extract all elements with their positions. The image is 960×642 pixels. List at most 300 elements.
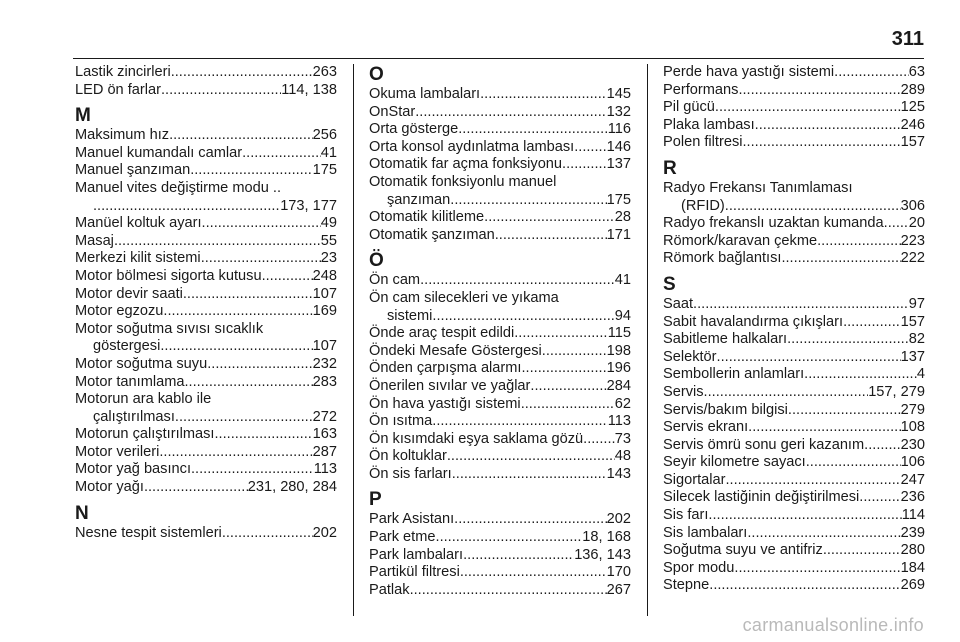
- column-separator: [353, 64, 354, 616]
- index-entry-text: Motor yağ basıncı: [75, 461, 191, 478]
- dot-leader: [484, 209, 615, 227]
- index-entry-text: Servis ekranı: [663, 419, 749, 436]
- dot-leader: [185, 374, 313, 392]
- index-entry-text: Sis lambaları: [663, 524, 748, 541]
- index-entry-text: Manuel şanzıman: [75, 162, 191, 179]
- index-letter-heading: R: [663, 157, 677, 179]
- dot-leader: [460, 564, 607, 582]
- index-entry-page: 137: [606, 156, 631, 173]
- index-entry-text: Manüel koltuk ayarı: [75, 215, 202, 232]
- index-entry: [663, 331, 925, 349]
- index-entry-page: 169: [312, 303, 337, 320]
- index-entry-page: 284: [606, 377, 631, 394]
- index-entry-text: Stepne: [663, 577, 710, 594]
- index-entry-text: (RFID): [681, 197, 725, 214]
- index-entry-text: Park Asistanı: [369, 511, 455, 528]
- index-entry-text: Pil gücü: [663, 99, 715, 116]
- index-entry-text: Motor soğutma sıvısı sıcaklık: [75, 320, 264, 337]
- index-entry: [75, 426, 337, 444]
- index-entry-page: 198: [606, 342, 631, 359]
- dot-leader: [432, 413, 607, 431]
- index-entry: [75, 233, 337, 251]
- index-entry-text: Sembollerin anlamları: [663, 366, 805, 383]
- index-entry-page: 49: [320, 215, 337, 232]
- index-entry: [75, 525, 337, 543]
- index-entry: [369, 209, 631, 227]
- index-entry-text: Orta konsol aydınlatma lambası: [369, 138, 575, 155]
- index-entry: [369, 343, 631, 361]
- index-entry-page: 279: [900, 401, 925, 418]
- dot-leader: [454, 511, 606, 529]
- index-entry-page: 55: [320, 232, 337, 249]
- dot-leader: [704, 384, 869, 402]
- index-entry-page: 283: [312, 373, 337, 390]
- index-entry-text: Römork bağlantısı: [663, 250, 782, 267]
- index-entry-page: 23: [320, 250, 337, 267]
- index-entry-page: 125: [900, 99, 925, 116]
- dot-leader: [160, 338, 312, 356]
- index-entry-text: Römork/karavan çekme: [663, 232, 818, 249]
- index-entry: [369, 156, 631, 174]
- index-entry-page: 146: [606, 138, 631, 155]
- index-entry-text: Okuma lambaları: [369, 86, 481, 102]
- index-entry-page: 113: [607, 413, 631, 430]
- index-entry-text: Motor tanımlama: [75, 373, 185, 390]
- column-separator: [647, 64, 648, 616]
- dot-leader: [781, 250, 900, 268]
- index-entry-page: 48: [614, 448, 631, 465]
- index-entry-page: 236: [900, 489, 925, 506]
- index-entry-text: Patlak: [369, 581, 410, 598]
- dot-leader: [787, 331, 909, 349]
- index-column-3: [663, 64, 925, 616]
- index-entry: [663, 472, 925, 490]
- index-entry-text: Selektör: [663, 348, 717, 365]
- index-entry: [369, 448, 631, 466]
- dot-leader: [843, 314, 901, 332]
- index-entry-text: Servis: [663, 383, 704, 400]
- index-entry-page: 157: [900, 313, 925, 330]
- watermark: carmanualsonline.info: [742, 615, 924, 635]
- dot-leader: [415, 104, 606, 122]
- page-number: 311: [891, 28, 924, 50]
- index-entry: [75, 215, 337, 233]
- dot-leader: [743, 134, 901, 152]
- index-entry: [75, 82, 337, 100]
- dot-leader: [530, 378, 606, 396]
- index-entry-page: 287: [312, 443, 337, 460]
- index-entry-page: 108: [900, 419, 925, 436]
- index-entry: [663, 64, 925, 82]
- index-entry: [75, 356, 337, 374]
- index-entry: [75, 303, 337, 321]
- index-column-1: [75, 64, 337, 616]
- dot-leader: [432, 308, 614, 326]
- index-entry-page: 223: [900, 232, 925, 249]
- index-entry-text: Ön kısımdaki eşya saklama gözü: [369, 430, 584, 447]
- dot-leader: [542, 343, 607, 361]
- index-entry-text: Masaj: [75, 232, 114, 249]
- dot-leader: [864, 437, 900, 455]
- index-entry: [663, 525, 925, 543]
- index-entry-page: 230: [900, 436, 925, 453]
- dot-leader: [201, 250, 321, 268]
- index-entry: [369, 272, 631, 290]
- dot-leader: [495, 227, 607, 245]
- index-entry-text: Motor soğutma suyu: [75, 355, 208, 372]
- index-entry: [369, 396, 631, 414]
- dot-leader: [747, 525, 900, 543]
- dot-leader: [823, 542, 901, 560]
- index-entry-text: çalıştırılması: [93, 408, 175, 425]
- index-entry-page: 114, 138: [281, 81, 337, 98]
- index-entry-page: 306: [900, 197, 925, 214]
- dot-leader: [242, 145, 321, 163]
- index-entry-page: 157: [900, 134, 925, 151]
- dot-leader: [574, 139, 606, 157]
- index-entry: [369, 431, 631, 449]
- index-letter-heading: S: [663, 273, 676, 295]
- index-entry: [369, 547, 631, 565]
- dot-leader: [514, 325, 608, 343]
- index-entry-text: Ön sis farları: [369, 465, 452, 482]
- index-entry-page: 184: [900, 559, 925, 576]
- index-entry-page: 28: [614, 209, 631, 226]
- index-entry: [663, 507, 925, 525]
- index-entry: [663, 99, 925, 117]
- index-entry: [663, 489, 925, 507]
- dot-leader: [748, 419, 900, 437]
- index-entry-page: 175: [606, 191, 631, 208]
- index-entry-text: Motor devir saati: [75, 285, 183, 302]
- index-entry-text: Orta gösterge: [369, 121, 459, 138]
- index-entry-text: Ön cam: [369, 272, 421, 289]
- dot-leader: [436, 529, 583, 547]
- index-entry: [75, 409, 337, 427]
- index-entry: [75, 374, 337, 392]
- index-entry-page: 115: [607, 325, 631, 342]
- index-entry-page: 247: [900, 471, 925, 488]
- index-entry: [369, 325, 631, 343]
- dot-leader: [725, 198, 901, 216]
- dot-leader: [458, 121, 608, 139]
- index-entry-text: Servis ömrü sonu geri kazanım: [663, 436, 865, 453]
- index-entry-page: 20: [908, 215, 925, 232]
- index-entry: [663, 134, 925, 152]
- index-entry: [75, 64, 337, 82]
- index-entry-page: 18, 168: [582, 529, 631, 546]
- dot-leader: [709, 577, 900, 595]
- index-entry-text: Ön koltuklar: [369, 448, 447, 465]
- index-entry: [663, 577, 925, 595]
- index-entry-page: 175: [312, 162, 337, 179]
- dot-leader: [169, 127, 313, 145]
- dot-leader: [480, 86, 607, 104]
- index-entry: [369, 104, 631, 122]
- index-entry-text: Saat: [663, 295, 694, 312]
- index-entry: [663, 117, 925, 135]
- dot-leader: [447, 448, 615, 466]
- index-entry-text: Sabitleme halkaları: [663, 331, 788, 348]
- index-entry-text: Servis/bakım bilgisi: [663, 401, 788, 418]
- index-entry: [75, 198, 337, 216]
- index-entry: [75, 268, 337, 286]
- index-entry: [75, 338, 337, 356]
- index-entry-text: Merkezi kilit sistemi: [75, 250, 201, 267]
- index-entry-text: Motor egzozu: [75, 303, 164, 320]
- index-entry: [663, 349, 925, 367]
- index-entry-page: 272: [312, 408, 337, 425]
- index-entry-text: sistemi: [387, 307, 433, 324]
- dot-leader: [450, 192, 606, 210]
- index-entry: [75, 286, 337, 304]
- index-entry-page: 41: [320, 144, 337, 161]
- dot-leader: [708, 507, 901, 525]
- dot-leader: [175, 409, 313, 427]
- index-entry-page: 107: [312, 285, 337, 302]
- index-entry-text: şanzıman: [387, 191, 451, 208]
- index-entry: [369, 360, 631, 378]
- dot-leader: [222, 525, 313, 543]
- index-entry-page: 116: [607, 121, 631, 138]
- index-entry: [369, 529, 631, 547]
- dot-leader: [715, 99, 901, 117]
- index-entry-text: Perde hava yastığı sistemi: [663, 64, 835, 80]
- index-entry-text: Seyir kilometre sayacı: [663, 454, 806, 471]
- dot-leader: [804, 366, 917, 384]
- index-entry-page: 132: [606, 103, 631, 120]
- index-entry: [663, 454, 925, 472]
- index-entry-text: Partikül filtresi: [369, 564, 460, 581]
- index-entry-text: Sabit havalandırma çıkışları: [663, 313, 844, 330]
- dot-leader: [693, 296, 909, 314]
- index-entry-page: 202: [606, 511, 631, 528]
- index-entry-text: göstergesi: [93, 338, 161, 355]
- index-entry: [75, 250, 337, 268]
- index-entry: [369, 378, 631, 396]
- index-entry-page: 97: [908, 295, 925, 312]
- index-entry-page: 145: [606, 86, 631, 102]
- dot-leader: [161, 82, 281, 100]
- index-entry-page: 73: [614, 430, 631, 447]
- index-entry-page: 263: [312, 64, 337, 80]
- index-entry-page: 239: [900, 524, 925, 541]
- index-entry-text: Motorun ara kablo ile: [75, 391, 212, 408]
- index-entry-page: 41: [614, 272, 631, 289]
- index-entry: [75, 145, 337, 163]
- index-entry: [369, 121, 631, 139]
- dot-leader: [114, 233, 321, 251]
- index-entry: [369, 192, 631, 210]
- index-entry-text: Ön cam silecekleri ve yıkama: [369, 289, 559, 306]
- dot-leader: [788, 402, 901, 420]
- index-entry-text: Sis farı: [663, 507, 709, 524]
- index-entry: [663, 314, 925, 332]
- index-entry-page: 171: [606, 226, 631, 243]
- index-entry-page: 246: [900, 116, 925, 133]
- dot-leader: [806, 454, 901, 472]
- index-entry: [369, 413, 631, 431]
- index-entry-page: 280: [900, 542, 925, 559]
- dot-leader: [725, 472, 900, 490]
- index-entry-text: Maksimum hız: [75, 127, 170, 144]
- index-entry-text: Lastik zincirleri: [75, 64, 171, 80]
- index-entry-text: Otomatik şanzıman: [369, 226, 495, 243]
- dot-leader: [171, 64, 313, 82]
- index-entry-page: 231, 280, 284: [247, 479, 337, 496]
- index-entry: [369, 564, 631, 582]
- index-entry: [663, 419, 925, 437]
- index-entry-text: Park etme: [369, 529, 436, 546]
- index-entry-page: 222: [900, 250, 925, 267]
- index-column-2: [369, 64, 631, 616]
- index-entry: [75, 127, 337, 145]
- dot-leader: [817, 233, 901, 251]
- dot-leader: [215, 426, 313, 444]
- index-entry-text: Radyo frekanslı uzaktan kumanda: [663, 215, 884, 232]
- index-entry: [369, 86, 631, 104]
- index-entry: [369, 582, 631, 600]
- index-entry-page: 63: [908, 64, 925, 80]
- index-entry: [75, 162, 337, 180]
- dot-leader: [93, 198, 280, 216]
- dot-leader: [144, 479, 248, 497]
- dot-leader: [190, 162, 312, 180]
- dot-leader: [562, 156, 607, 174]
- index-entry-text: Manuel vites değiştirme modu ..: [75, 179, 282, 196]
- index-entry-text: Plaka lambası: [663, 116, 755, 133]
- dot-leader: [583, 431, 615, 449]
- dot-leader: [207, 356, 312, 374]
- index-entry: [663, 215, 925, 233]
- index-entry-text: Önerilen sıvılar ve yağlar: [369, 377, 531, 394]
- index-letter-heading: N: [75, 502, 89, 524]
- index-entry-text: Öndeki Mesafe Göstergesi: [369, 342, 542, 359]
- dot-leader: [884, 215, 909, 233]
- index-entry-page: 267: [606, 581, 631, 598]
- dot-leader: [262, 268, 313, 286]
- index-entry: [663, 560, 925, 578]
- index-entry-text: Önde araç tespit edildi: [369, 325, 515, 342]
- index-entry-page: 82: [908, 331, 925, 348]
- index-entry-text: Park lambaları: [369, 546, 464, 563]
- index-entry-text: Önden çarpışma alarmı: [369, 360, 522, 377]
- index-entry-page: 289: [900, 81, 925, 98]
- index-entry: [75, 461, 337, 479]
- index-entry-page: 4: [916, 366, 925, 383]
- index-letter-heading: Ö: [369, 250, 384, 272]
- index-entry-text: Silecek lastiğinin değiştirilmesi: [663, 489, 860, 506]
- index-entry: [663, 198, 925, 216]
- index-letter-heading: M: [75, 105, 91, 127]
- index-entry: [663, 296, 925, 314]
- dot-leader: [738, 82, 900, 100]
- index-entry-page: 137: [900, 348, 925, 365]
- index-entry-page: 94: [614, 307, 631, 324]
- index-entry-page: 62: [614, 395, 631, 412]
- index-entry-text: Sigortalar: [663, 471, 726, 488]
- index-entry-text: Nesne tespit sistemleri: [75, 524, 222, 541]
- index-entry-page: 106: [900, 454, 925, 471]
- index-entry: [369, 511, 631, 529]
- index-entry-text: Manuel kumandalı camlar: [75, 144, 243, 161]
- index-entry-text: Ön hava yastığı sistemi: [369, 395, 521, 412]
- index-entry: [663, 402, 925, 420]
- index-entry: [663, 82, 925, 100]
- index-entry-text: Radyo Frekansı Tanımlaması: [663, 179, 853, 196]
- dot-leader: [834, 64, 909, 82]
- index-entry: [663, 437, 925, 455]
- index-entry-page: 107: [312, 338, 337, 355]
- index-entry: [369, 227, 631, 245]
- index-entry: [75, 444, 337, 462]
- index-entry-page: 232: [312, 355, 337, 372]
- index-entry-page: 196: [606, 360, 631, 377]
- dot-leader: [734, 560, 900, 578]
- dot-leader: [859, 489, 900, 507]
- index-entry-text: Soğutma suyu ve antifriz: [663, 542, 823, 559]
- index-entry-page: 163: [312, 426, 337, 443]
- index-entry-text: Performans: [663, 81, 739, 98]
- index-entry: [663, 384, 925, 402]
- index-entry: [75, 479, 337, 497]
- index-entry-text: Spor modu: [663, 559, 735, 576]
- index-entry-page: 113: [313, 461, 337, 478]
- index-entry: [663, 366, 925, 384]
- index-entry-page: 114: [901, 507, 925, 524]
- dot-leader: [163, 303, 312, 321]
- index-entry: [663, 542, 925, 560]
- dot-leader: [463, 547, 574, 565]
- dot-leader: [410, 582, 607, 600]
- index-entry-page: 143: [606, 465, 631, 482]
- dot-leader: [183, 286, 313, 304]
- dot-leader: [452, 466, 607, 484]
- index-letter-heading: O: [369, 64, 384, 85]
- index-entry-text: Motor verileri: [75, 443, 160, 460]
- index-entry-page: 269: [900, 577, 925, 594]
- index-entry-page: 256: [312, 127, 337, 144]
- dot-leader: [202, 215, 321, 233]
- header-rule: [73, 58, 924, 59]
- index-entry-text: Ön ısıtma: [369, 413, 433, 430]
- index-entry: [663, 233, 925, 251]
- index-entry: [369, 139, 631, 157]
- index-entry-text: Motor bölmesi sigorta kutusu: [75, 267, 262, 284]
- index-entry-page: 248: [312, 267, 337, 284]
- index-entry-page: 157, 279: [868, 383, 925, 400]
- index-entry-text: Motorun çalıştırılması: [75, 426, 215, 443]
- index-letter-heading: P: [369, 489, 382, 511]
- index-entry-text: Motor yağı: [75, 479, 144, 496]
- index-entry-page: 202: [312, 524, 337, 541]
- dot-leader: [420, 272, 615, 290]
- index-entry-text: LED ön farlar: [75, 81, 161, 98]
- index-entry-text: Otomatik fonksiyonlu manuel: [369, 173, 557, 190]
- index-entry-page: 170: [606, 564, 631, 581]
- index-entry-page: 136, 143: [574, 546, 631, 563]
- dot-leader: [755, 117, 901, 135]
- dot-leader: [159, 444, 312, 462]
- index-entry: [369, 308, 631, 326]
- index-entry-text: Polen filtresi: [663, 134, 743, 151]
- dot-leader: [191, 461, 314, 479]
- index-entry-text: OnStar: [369, 103, 416, 120]
- index-entry: [369, 466, 631, 484]
- index-entry-page: 173, 177: [280, 197, 337, 214]
- dot-leader: [521, 396, 615, 414]
- index-entry-text: Otomatik far açma fonksiyonu: [369, 156, 563, 173]
